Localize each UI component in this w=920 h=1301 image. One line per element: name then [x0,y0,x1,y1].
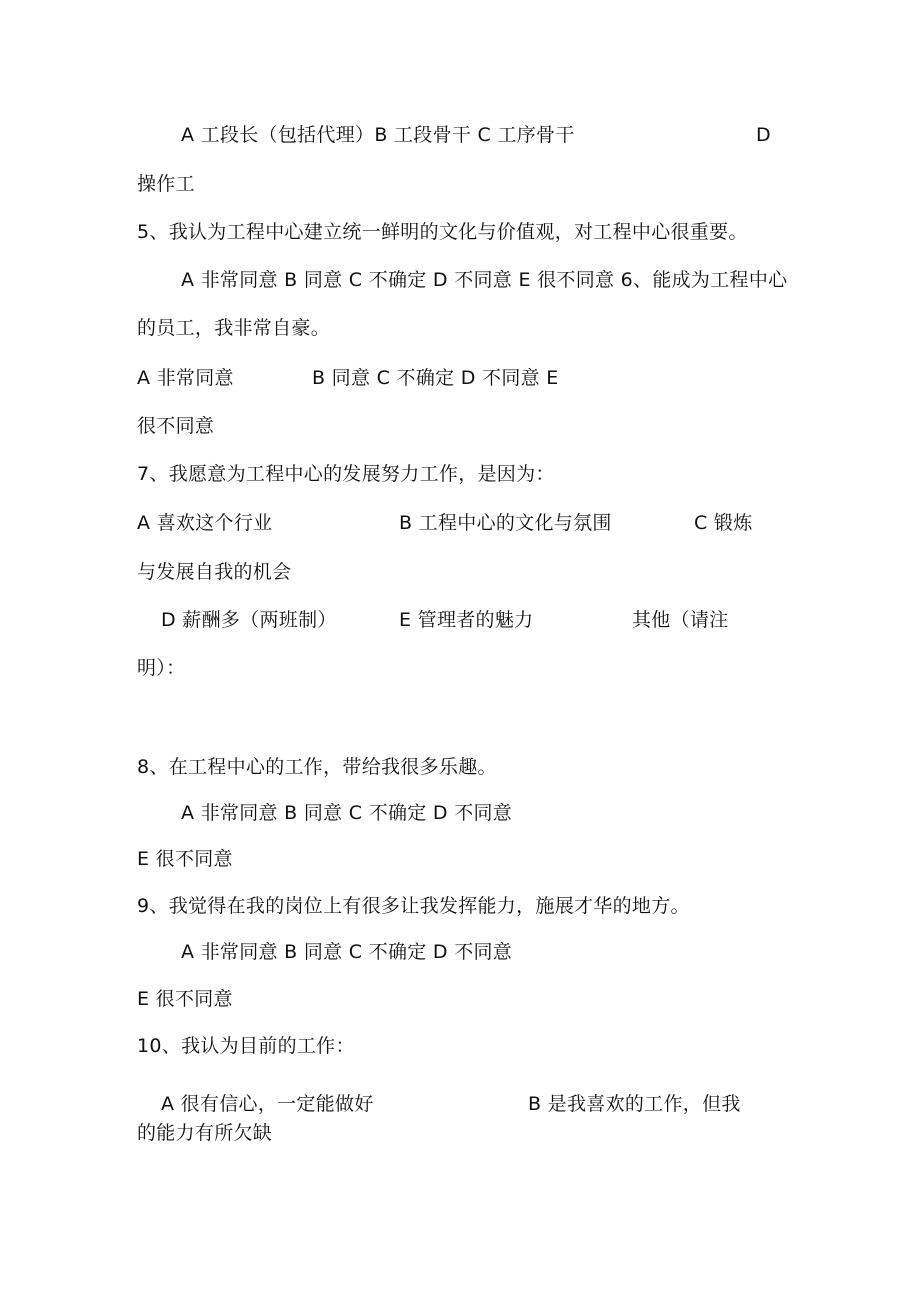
q7-option-e: E 管理者的魅力 [399,609,534,631]
q7-option-other-cont: 明）： [137,657,186,679]
q10-option-b: B 是我喜欢的工作，但我 [528,1093,741,1115]
q5-question: 5、我认为工程中心建立统一鲜明的文化与价值观，对工程中心很重要。 [137,221,748,243]
q4-option-d-label: D [756,124,771,146]
q4-options-line: A 工段长（包括代理）B 工段骨干 C 工序骨干 [181,124,575,146]
q6-options-b-to-e: B 同意 C 不确定 D 不同意 E [312,367,559,389]
q7-option-d: D 薪酬多（两班制） [161,609,337,631]
q7-option-b: B 工程中心的文化与氛围 [399,512,612,534]
q10-option-a: A 很有信心，一定能做好 [161,1093,374,1115]
q4-option-d-text: 操作工 [137,173,195,195]
q7-option-c-cont: 与发展自我的机会 [137,561,292,583]
q10-question: 10、我认为目前的工作： [137,1035,355,1057]
q9-question: 9、我觉得在我的岗位上有很多让我发挥能力，施展才华的地方。 [137,895,690,917]
q7-option-a: A 喜欢这个行业 [137,512,273,534]
q7-option-c: C 锻炼 [694,512,753,534]
q7-option-other: 其他（请注 [632,609,729,631]
q9-options: A 非常同意 B 同意 C 不确定 D 不同意 [181,941,513,963]
q7-question: 7、我愿意为工程中心的发展努力工作，是因为： [137,463,555,485]
q8-options: A 非常同意 B 同意 C 不确定 D 不同意 [181,802,513,824]
q6-question-end: 的员工，我非常自豪。 [137,317,331,339]
q8-option-e: E 很不同意 [137,848,233,870]
q9-option-e: E 很不同意 [137,988,233,1010]
q6-option-a: A 非常同意 [137,367,234,389]
q8-question: 8、在工程中心的工作，带给我很多乐趣。 [137,756,497,778]
q5-options-and-q6-start: A 非常同意 B 同意 C 不确定 D 不同意 E 很不同意 6、能成为工程中心 [181,269,788,291]
q6-option-e-text: 很不同意 [137,415,215,437]
q10-option-b-cont: 的能力有所欠缺 [137,1122,273,1144]
